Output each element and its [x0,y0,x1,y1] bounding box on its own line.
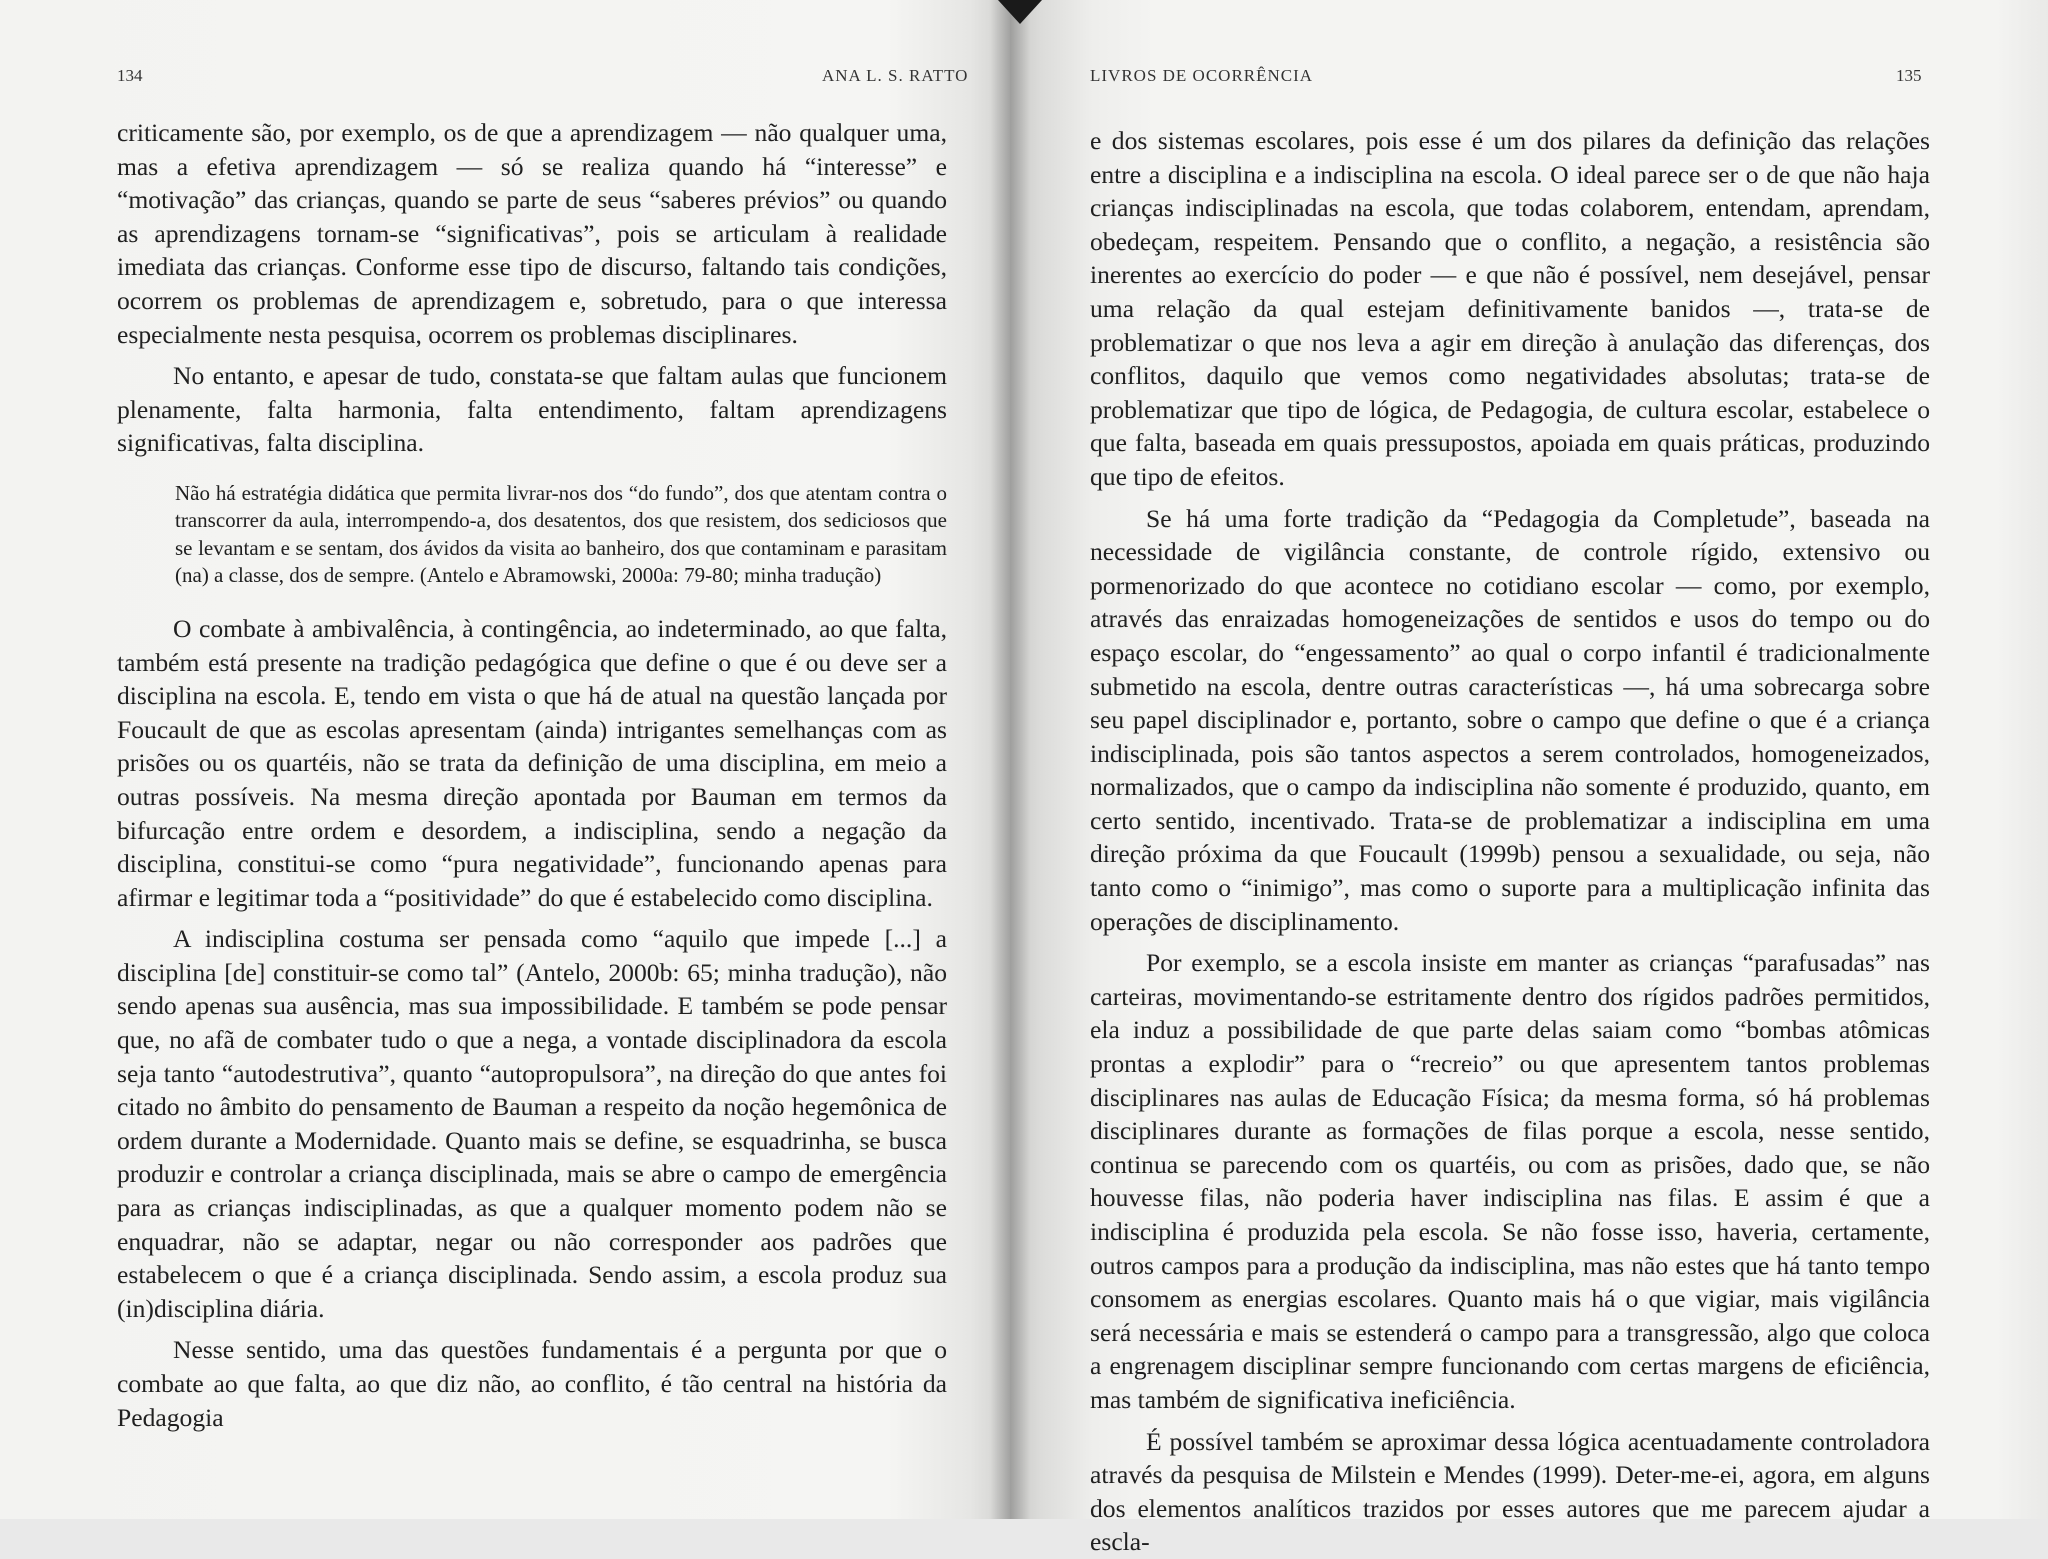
right-running-head: LIVROS DE OCORRÊNCIA [1090,66,1314,85]
paragraph: Nesse sentido, uma das questões fundamentais é a pergunta por que o combate ao que falta, ao que diz não, ao conflito, é tão central na história da Pedagogia [117,1335,947,1432]
paragraph: e dos sistemas escolares, pois esse é um dos pilares da definição das relações entre a disciplina e a indisciplina na escola. O ideal parece ser o de que não haja crianças indisciplinadas na escola, que todas colaborem, entendam, aprendam, obedeçam, respeitem. Pensando que o conflito, a negação, a resistência são inerentes ao exercício do poder — e que não é possível, nem desejável, pensar uma relação da qual estejam definitivamente banidos —, trata-se de problematizar o que nos leva a agir em direção à anulação das diferenças, dos conflitos, daquilo que vemos como negatividades absolutas; trata-se de problematizar que tipo de lógica, de Pedagogia, de cultura escolar, estabelece o que falta, baseada em quais pressupostos, apoiada em quais práticas, produzindo que tipo de efeitos. [1090,126,1930,491]
binding-notch [998,0,1042,24]
paragraph: O combate à ambivalência, à contingência, ao indeterminado, ao que falta, também está presente na tradição pedagógica que define o que é ou deve ser a disciplina na escola. E, tendo em vista o que há de atual na questão lançada por Foucault de que as escolas apresentam (ainda) intrigantes semelhanças com as prisões ou os quartéis, não se trata da definição de uma disciplina, em meio a outras possíveis. Na mesma direção apontada por Bauman em termos da bifurcação entre ordem e desordem, a indisciplina, sendo a negação da disciplina, constitui-se como “pura negatividade”, funcionando apenas para afirmar e legitimar toda a “positividade” do que é estabelecido como disciplina. [117,613,947,912]
paragraph: No entanto, e apesar de tudo, constata-se que faltam aulas que funcionem plenamente, falta harmonia, falta entendimento, faltam aprendizagens significativas, falta disciplina. [117,361,947,458]
paragraph: criticamente são, por exemplo, os de que a aprendizagem — não qualquer uma, mas a efetiva aprendizagem — só se realiza quando há “interesse” e “motivação” das crianças, quando se parte de seus “saberes prévios” ou quando as aprendizagens tornam-se “significativas”, pois se articulam à realidade imediata das crianças. Conforme esse tipo de discurso, faltando tais condições, ocorrem os problemas de aprendizagem e, sobretudo, para o que interessa especialmente nesta pesquisa, ocorrem os problemas disciplinares. [117,118,947,349]
left-running-head: ANA L. S. RATTO [822,66,969,85]
right-text-block [1090,124,1930,1559]
left-page [0,0,1010,1519]
book-gutter-shadow [990,0,1030,1519]
paragraph: É possível também se aproximar dessa lógica acentuadamente controladora através da pesquisa de Milstein e Mendes (1999). Deter-me-ei, agora, em alguns dos elementos analíticos trazidos por esses autores que me parecem ajudar a escla- [1090,1426,1930,1557]
paragraph: Por exemplo, se a escola insiste em manter as crianças “parafusadas” nas carteiras, movimentando-se estritamente dentro dos rígidos padrões permitidos, ela induz a possibilidade de que parte delas saiam como “bombas atômicas prontas a explodir” para o “recreio” ou que apresentem tantos problemas disciplinares nas aulas de Educação Física; da mesma forma, só há problemas disciplinares durante as formações de filas porque a escola, nesse sentido, continua se parecendo com os quartéis, ou com as prisões, dado que, se não houvesse filas, não poderia haver indisciplina nas filas. E assim é que a indisciplina é produzida pela escola. Se não fosse isso, haveria, certamente, outros campos para a produção da indisciplina, mas não estes que há tanto tempo consomem as energias escolares. Quanto mais há o que vigiar, mais vigilância será necessária e mais se estenderá o campo para a transgressão, algo que coloca a engrenagem disciplinar sempre funcionando com certas margens de eficiência, mas também de significativa ineficiência. [1090,948,1930,1414]
right-page [1010,0,2048,1557]
paragraph: Se há uma forte tradição da “Pedagogia da Completude”, baseada na necessidade de vigilância constante, de controle rígido, extensivo ou pormenorizado do que acontece no cotidiano escolar — como, por exemplo, através das enraizadas homogeneizações de sentidos e usos do tempo ou do espaço escolar, do “engessamento” ao qual o corpo infantil é tradicionalmente submetido na escola, dentre outras características —, há uma sobrecarga sobre seu papel disciplinador e, portanto, sobre o campo que define o que é a criança indisciplinada, pois são tantos aspectos a serem controlados, homogeneizados, normalizados, que o campo da indisciplina não somente é produzido, quanto, em certo sentido, incentivado. Trata-se de problematizar a indisciplina em uma direção próxima da que Foucault (1999b) pensou a sexualidade, ou seja, não tanto como o “inimigo”, mas como o suporte para a multiplicação infinita das operações de disciplinamento. [1090,503,1930,936]
left-text-block [117,116,947,1434]
left-page-number: 134 [117,66,143,85]
right-page-number: 135 [1896,66,1922,85]
block-quote: Não há estratégia didática que permita livrar-nos dos “do fundo”, dos que atentam contra o transcorrer da aula, interrompendo-a, dos desatentos, dos que resistem, dos sediciosos que se levantam e se sentam, dos ávidos da visita ao banheiro, dos que contaminam e parasitam (na) a classe, dos de sempre. (Antelo e Abramowski, 2000a: 79-80; minha tradução) [175,480,947,588]
paragraph: A indisciplina costuma ser pensada como “aquilo que impede [...] a disciplina [de] constituir-se como tal” (Antelo, 2000b: 65; minha tradução), não sendo apenas sua ausência, mas sua impossibilidade. E também se pode pensar que, no afã de combater tudo o que a nega, a vontade disciplinadora da escola seja tanto “autodestrutiva”, quanto “autopropulsora”, na direção do que antes foi citado no âmbito do pensamento de Bauman a respeito da noção hegemônica de ordem durante a Modernidade. Quanto mais se define, se esquadrinha, se busca produzir e controlar a criança disciplinada, mais se abre o campo de emergência para as crianças indisciplinadas, as que a qualquer momento podem não se enquadrar, não se adaptar, negar ou não corresponder aos padrões que estabelecem o que é a criança disciplinada. Sendo assim, a escola produz sua (in)disciplina diária. [117,924,947,1323]
